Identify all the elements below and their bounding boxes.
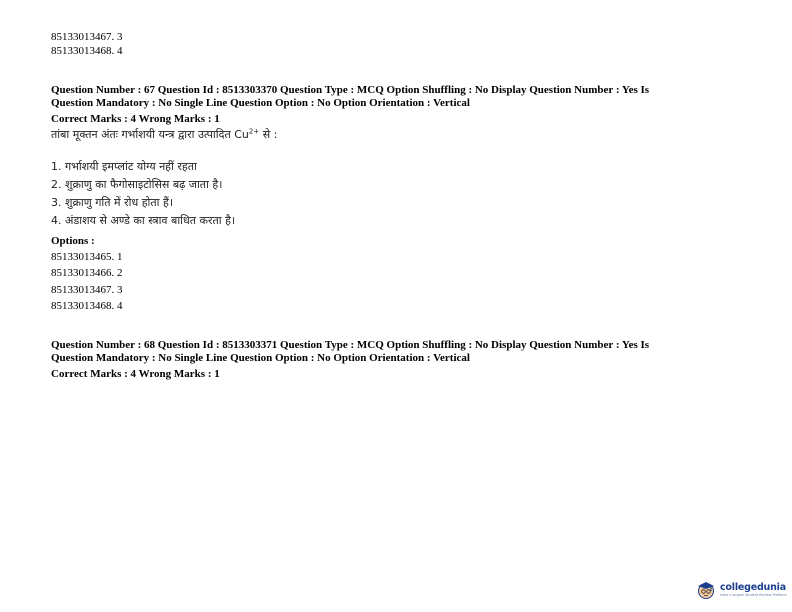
question-67-header-cont: Question Mandatory : No Single Line Question Option : No Option Orientation : Vertical [51,97,470,109]
option-line: 85133013468. 4 [51,45,123,57]
question-68-header-cont: Question Mandatory : No Single Line Question Option : No Option Orientation : Vertical [51,352,470,364]
option-line: 85133013466. 2 [51,267,123,279]
option-line: 85133013467. 3 [51,31,123,43]
option-line: 85133013468. 4 [51,300,123,312]
question-67-marks: Correct Marks : 4 Wrong Marks : 1 [51,113,220,125]
logo-tagline: India's largest Student Review Platform [720,593,787,598]
option-line: 85133013467. 3 [51,284,123,296]
logo-wordmark: collegedunia [720,581,786,593]
statement-2: 2. शुक्राणु का फैगोसाइटोसिस बढ़ जाता है। [51,178,223,191]
question-67-text: तांबा मूक्तन अंतः गर्भाशयी यन्त्र द्वारा उत्पादित $Cu^{2+}$ से : [51,127,278,141]
statement-3: 3. शुक्राणु गति में रोध होता हैं। [51,196,174,209]
graduate-mascot-icon [696,580,716,600]
option-line: 85133013465. 1 [51,251,123,263]
statement-4: 4. अंडाशय से अण्डे का स्त्राव बाधित करता है। [51,214,236,227]
statement-1: 1. गर्भाशयी इमप्लांट योग्य नहीं रहता [51,160,197,173]
question-68-marks: Correct Marks : 4 Wrong Marks : 1 [51,368,220,380]
options-label: Options : [51,235,95,247]
question-67-header: Question Number : 67 Question Id : 8513303370 Question Type : MCQ Option Shuffling : No Display Question Number : Yes Is [51,84,650,96]
question-68-header: Question Number : 68 Question Id : 8513303371 Question Type : MCQ Option Shuffling : No Display Question Number : Yes Is [51,339,650,351]
collegedunia-logo [696,577,788,603]
